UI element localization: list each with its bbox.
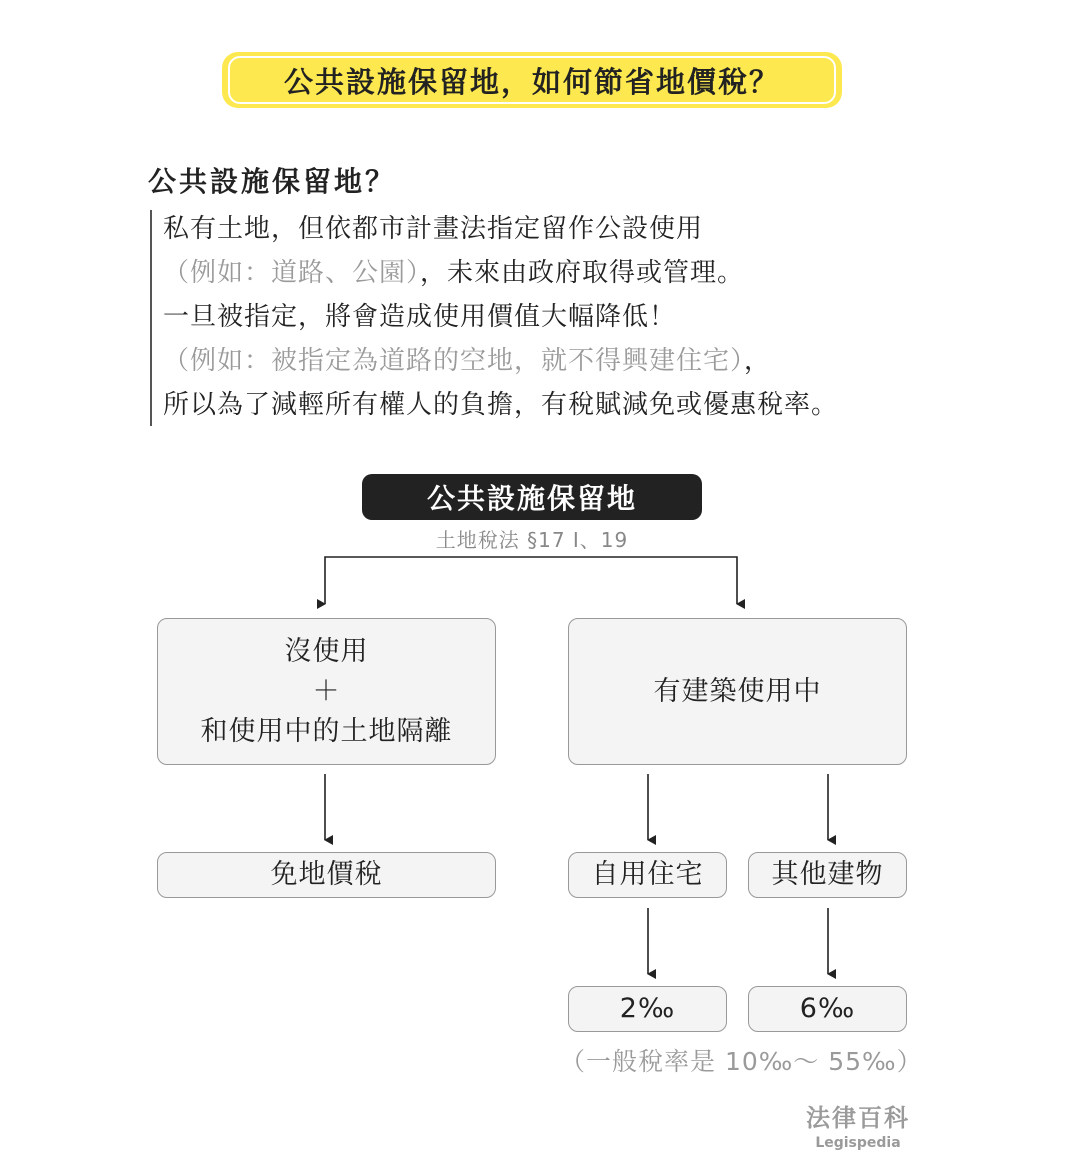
root-to-branches-connector xyxy=(325,557,737,604)
in-use-condition-node xyxy=(568,618,907,765)
root-node: 公共設施保留地 xyxy=(362,474,702,520)
description-line-5-text: 所以為了減輕所有權人的負擔，有稅賦減免或優惠稅率。 xyxy=(163,390,839,420)
unused-condition-node xyxy=(157,618,496,765)
residential-rate-value: 2‰ xyxy=(619,993,676,1024)
in-use-label: 有建築使用中 xyxy=(653,675,822,707)
brand-name: 法律百科 xyxy=(806,1104,910,1132)
description-line-4-example: （例如：被指定為道路的空地，就不得興建住宅） xyxy=(163,346,745,376)
description-line-3-text: 一旦被指定，將會造成使用價值大幅降低！ xyxy=(163,302,677,332)
other-building-node xyxy=(748,852,907,898)
page-title: 公共設施保留地，如何節省地價稅？ xyxy=(228,56,836,104)
description-line-4-text: ， xyxy=(744,346,772,376)
condition-line-unused: 沒使用 xyxy=(284,635,369,667)
brand-logo xyxy=(780,1098,936,1151)
other-rate-node xyxy=(748,986,907,1032)
law-citation: 土地稅法 §17 I、19 xyxy=(435,528,629,552)
section-heading: 公共設施保留地？ xyxy=(148,165,397,198)
general-rate-note: （一般稅率是 10‰～ 55‰） xyxy=(560,1047,923,1076)
description-line-1-text: 私有土地，但依都市計畫法指定留作公設使用 xyxy=(163,214,704,244)
tax-exempt-label: 免地價稅 xyxy=(270,859,383,890)
other-rate-value: 6‰ xyxy=(799,993,856,1024)
tax-exempt-node xyxy=(157,852,496,898)
residential-rate-node xyxy=(568,986,727,1032)
residential-node xyxy=(568,852,727,898)
other-building-label: 其他建物 xyxy=(771,859,884,890)
description-line-2-example: （例如：道路、公園） xyxy=(163,258,421,288)
residential-label: 自用住宅 xyxy=(591,859,704,890)
condition-line-isolated: 和使用中的土地隔離 xyxy=(200,715,453,747)
description-line-2-text: ，未來由政府取得或管理。 xyxy=(420,258,745,288)
brand-subtitle: Legispedia xyxy=(815,1135,901,1151)
condition-line-plus: ＋ xyxy=(312,675,341,707)
